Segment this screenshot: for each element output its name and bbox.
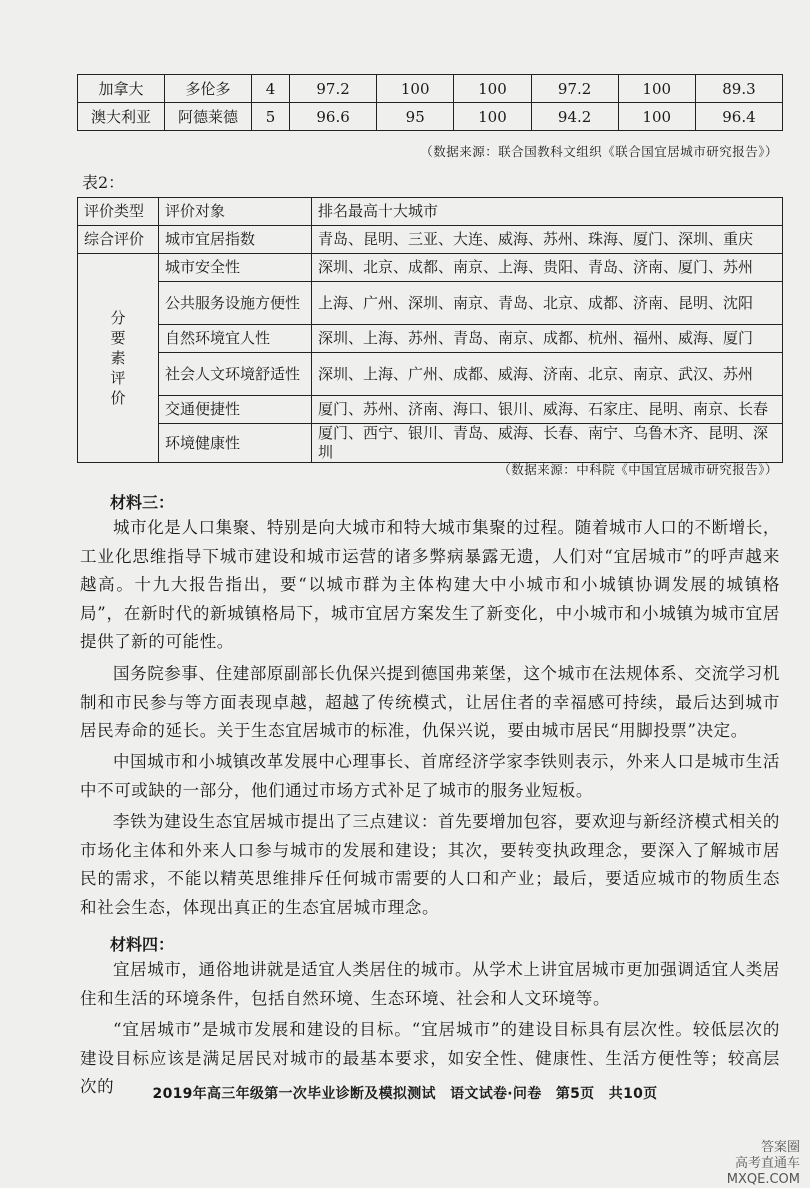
table-cell: 97.2 [290,75,377,103]
group-label-char: 分 [110,309,126,327]
group-label-char: 素 [110,349,126,367]
table-row [78,353,783,396]
group-label-char: 评 [110,369,126,387]
material3-paragraph: 李铁为建设生态宜居城市提出了三点建议：首先要增加包容，要欢迎与新经济模式相关的市场化主体和外来人口参与城市的发展和建设；其次，要转变执政理念，要深入了解城市居民的需求，不能以精英思维排斥任何城市需要的人口和产业；最后，要适应城市的物质生态和社会生态，体现出真正的生态宜居城市理念。 [80,812,780,917]
eval-object-cell: 社会人文环境舒适性 [159,353,312,396]
eval-object-cell: 交通便捷性 [159,396,312,424]
table-cell: 89.3 [695,75,782,103]
table-cell: 澳大利亚 [78,103,165,131]
material4-heading: 材料四： [110,935,175,954]
table-cell: 100 [454,75,531,103]
header-cell: 排名最高十大城市 [312,198,783,226]
watermark-line: 高考直通车 [734,1156,800,1171]
city-list-cell: 厦门、西宁、银川、青岛、威海、长春、南宁、乌鲁木齐、昆明、深圳 [312,424,783,463]
table-row [78,254,783,282]
table-row [78,282,783,325]
eval-object-cell: 公共服务设施方便性 [159,282,312,325]
material3-heading: 材料三： [110,493,175,512]
table-row [78,325,783,353]
table-cell: 97.2 [531,75,618,103]
table-cell: 100 [618,103,695,131]
watermark-line: 答案圈 [760,1140,800,1155]
group-label-char: 要 [110,329,126,347]
table-cell: 多伦多 [165,75,252,103]
city-list-cell: 上海、广州、深圳、南京、青岛、北京、成都、济南、昆明、沈阳 [312,282,783,325]
city-list-cell: 深圳、北京、成都、南京、上海、贵阳、青岛、济南、厦门、苏州 [312,254,783,282]
table-cell: 4 [252,75,290,103]
table-row [78,75,783,103]
table-cell: 加拿大 [78,75,165,103]
header-cell: 评价对象 [159,198,312,226]
table-cell: 阿德莱德 [165,103,252,131]
group-label-cell [78,254,159,463]
table-row [78,226,783,254]
eval-object-cell: 自然环境宜人性 [159,325,312,353]
table-row [78,424,783,463]
material4-paragraph: 宜居城市，通俗地讲就是适宜人类居住的城市。从学术上讲宜居城市更加强调适宜人类居住和生活的环境条件，包括自然环境、生态环境、社会和人文环境等。 [80,960,780,1008]
table-cell: 95 [377,103,454,131]
watermark-line: MXQE.COM [726,1172,800,1187]
table2-source: （数据来源：中科院《中国宜居城市研究报告》） [498,462,778,477]
table-cell: 100 [377,75,454,103]
table-cell: 96.4 [695,103,782,131]
table1-source: （数据来源：联合国教科文组织《联合国宜居城市研究报告》） [420,144,778,159]
table-cell: 100 [454,103,531,131]
page-footer: 2019年高三年级第一次毕业诊断及模拟测试 语文试卷·问卷 第5页 共10页 [152,1086,658,1102]
material4-paragraph: “宜居城市”是城市发展和建设的目标。“宜居城市”的建设目标具有层次性。较低层次的建设目标应该是满足居民对城市的最基本要求，如安全性、健康性、生活方便性等；较高层次的 [80,1020,780,1096]
material3-paragraph: 城市化是人口集聚、特别是向大城市和特大城市集聚的过程。随着城市人口的不断增长，工业化思维指导下城市建设和城市运营的诸多弊病暴露无遗，人们对“宜居城市”的呼声越来越高。十九大报告指出，要“以城市群为主体构建大中小城市和小城镇协调发展的城镇格局”，在新时代的新城镇格局下，城市宜居方案发生了新变化，中小城市和小城镇为城市宜居提供了新的可能性。 [80,518,780,651]
eval-type-cell: 综合评价 [78,226,159,254]
city-list-cell: 青岛、昆明、三亚、大连、威海、苏州、珠海、厦门、深圳、重庆 [312,226,783,254]
livable-city-table [77,197,783,463]
eval-object-cell: 城市宜居指数 [159,226,312,254]
table-cell: 96.6 [290,103,377,131]
city-list-cell: 深圳、上海、广州、成都、威海、济南、北京、南京、武汉、苏州 [312,353,783,396]
eval-object-cell: 城市安全性 [159,254,312,282]
table-cell: 5 [252,103,290,131]
material3-paragraph: 国务院参事、住建部原副部长仇保兴提到德国弗莱堡，这个城市在法规体系、交流学习机制和市民参与等方面表现卓越，超越了传统模式，让居住者的幸福感可持续，最后达到城市居民寿命的延长。关于生态宜居城市的标准，仇保兴说，要由城市居民“用脚投票”决定。 [80,664,780,740]
eval-object-cell: 环境健康性 [159,424,312,463]
table-row [78,396,783,424]
table-header-row [78,198,783,226]
table-row [78,103,783,131]
table-cell: 94.2 [531,103,618,131]
header-cell: 评价类型 [78,198,159,226]
city-list-cell: 深圳、上海、苏州、青岛、南京、成都、杭州、福州、威海、厦门 [312,325,783,353]
table-cell: 100 [618,75,695,103]
ranking-table-continued [77,74,783,131]
group-label-char: 价 [110,389,126,407]
material3-paragraph: 中国城市和小城镇改革发展中心理事长、首席经济学家李铁则表示，外来人口是城市生活中不可或缺的一部分，他们通过市场方式补足了城市的服务业短板。 [80,752,780,800]
city-list-cell: 厦门、苏州、济南、海口、银川、威海、石家庄、昆明、南京、长春 [312,396,783,424]
table2-title: 表2： [82,173,125,192]
